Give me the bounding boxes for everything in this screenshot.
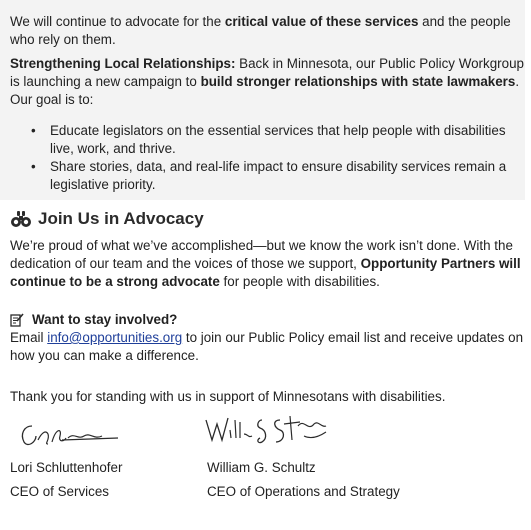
advocacy-paragraph [10,237,525,291]
signatory-title: CEO of Operations and Strategy [207,484,400,499]
list-item-text: Share stories, data, and real-life impact to ensure disability services remain a legislative priority. [50,159,507,192]
signature-lori [18,420,120,455]
strengthening-lead: Strengthening Local Relationships: [10,56,236,71]
list-item-text: Educate legislators on the essential services that help people with disabilities live, work, and thrive. [50,123,506,156]
intro-text-end: and the people who rely on them. [10,14,511,47]
intro-text: We will continue to advocate for the [10,14,225,29]
advocacy-text-end: for people with disabilities. [219,274,380,289]
email-link[interactable]: info@opportunities.org [47,330,183,345]
list-item [0,122,520,158]
advocacy-heading [10,208,204,230]
signatory-name: Lori Schluttenhofer [10,460,123,475]
intro-paragraph [10,13,525,49]
list-item [0,158,520,194]
strengthening-text-end: . Our goal is to: [10,74,520,107]
signatory-name: William G. Schultz [207,460,316,475]
signature-william [204,412,329,453]
bullet-icon: • [31,159,36,174]
advocacy-bold: Opportunity Partners will continue to be a strong advocate [10,256,521,289]
thanks-paragraph: Thank you for standing with us in support of Minnesotans with disabilities. [10,389,446,404]
binoculars-icon [10,208,32,230]
goal-list [0,122,525,194]
email-prefix: Email [10,330,48,345]
strengthening-text: Back in Minnesota, our Public Policy Workgroup is launching a new campaign to [10,56,524,89]
involved-heading [10,311,177,329]
involved-paragraph [10,329,525,365]
advocacy-heading-text: Join Us in Advocacy [38,209,204,228]
email-suffix: to join our Public Policy email list and receive updates on how you can make a difference. [10,330,524,363]
involved-heading-text: Want to stay involved? [32,312,178,327]
bullet-icon: • [31,123,36,138]
advocacy-text: We’re proud of what we’ve accomplished—but we know the work isn’t done. With the dedication of our team and the voices of those we support, [10,238,513,271]
strengthening-bold: build stronger relationships with state lawmakers [200,74,516,89]
strengthening-paragraph [10,55,525,109]
intro-bold: critical value of these services [224,14,419,29]
memo-icon [10,313,24,327]
signatory-title: CEO of Services [10,484,109,499]
